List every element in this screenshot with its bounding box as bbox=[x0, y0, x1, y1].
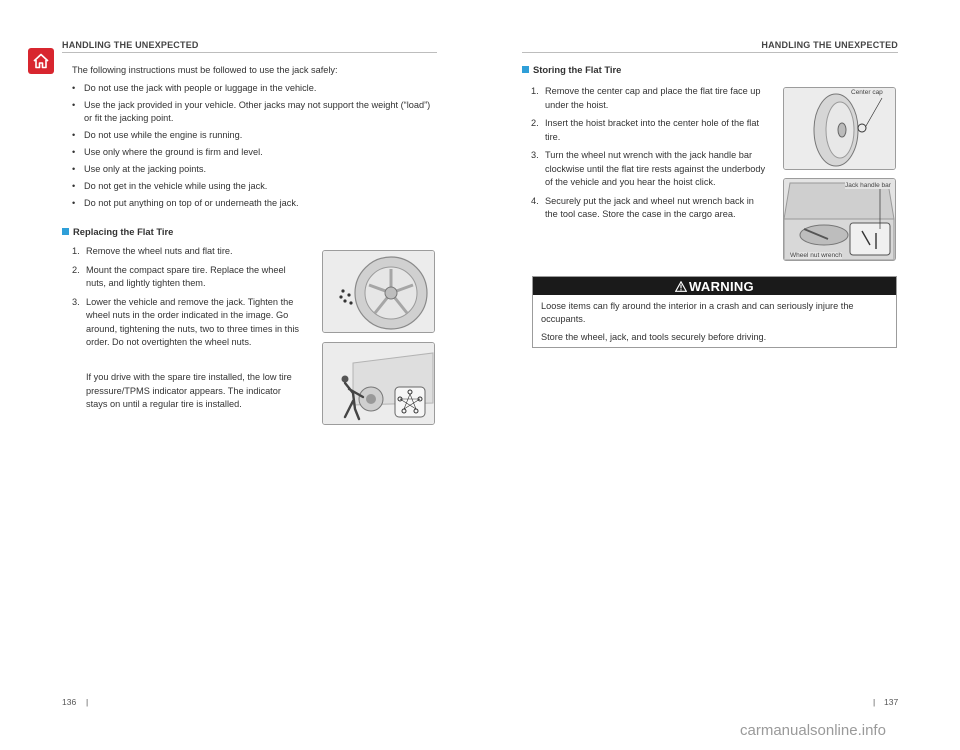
list-item: 3. Lower the vehicle and remove the jack. Tighten the wheel nuts in the order indicated in the image. Go around, tightening the nuts, two to three times in this order. Do not overtighten the wheel nuts. bbox=[72, 296, 299, 347]
warning-text: Store the wheel, jack, and tools securely before driving. bbox=[541, 332, 767, 342]
left-header-rule bbox=[62, 52, 437, 53]
flat-tire-image bbox=[783, 87, 896, 170]
center-cap-callout: Center cap bbox=[851, 89, 883, 96]
right-page-number: 137 bbox=[884, 697, 899, 707]
home-button[interactable] bbox=[28, 48, 54, 74]
list-item: 3. Turn the wheel nut wrench with the jack handle bar clockwise until the flat tire rests against the underbody of the vehicle and you hear the hoist click. bbox=[531, 150, 766, 187]
warning-text: Loose items can fly around the interior in a crash and can seriously injure the occupants. bbox=[541, 301, 854, 324]
replacing-steps bbox=[72, 245, 304, 355]
list-item: • Use only at the jacking points. bbox=[72, 164, 207, 174]
jack-safety-bullet-list bbox=[72, 82, 432, 214]
section-title-storing: Storing the Flat Tire bbox=[522, 64, 621, 75]
jack-safety-intro: The following instructions must be followed to use the jack safely: bbox=[72, 65, 338, 75]
list-item: • Do not get in the vehicle while using the jack. bbox=[72, 181, 268, 191]
jack-handle-bar-callout: Jack handle bar bbox=[845, 182, 891, 189]
storing-steps bbox=[531, 85, 769, 227]
warning-triangle-icon bbox=[675, 281, 687, 292]
warning-title: WARNING bbox=[689, 278, 754, 294]
list-item: • Do not use the jack with people or luggage in the vehicle. bbox=[72, 83, 317, 93]
right-header-rule bbox=[522, 52, 898, 53]
list-item: • Use the jack provided in your vehicle. Other jacks may not support the weight (“load”) or fit the jacking point. bbox=[72, 100, 431, 123]
wheel-nut-wrench-callout: Wheel nut wrench bbox=[790, 252, 843, 259]
list-item: • Use only where the ground is firm and level. bbox=[72, 147, 263, 157]
warning-box bbox=[532, 276, 897, 348]
list-item: • Do not use while the engine is running. bbox=[72, 130, 243, 140]
list-item: 1. Remove the center cap and place the flat tire face up under the hoist. bbox=[531, 86, 761, 110]
cargo-area-image bbox=[783, 178, 896, 261]
tpms-note: If you drive with the spare tire installed, the low tire pressure/TPMS indicator appears. The indicator stays on until a regular tire is installed. bbox=[86, 372, 292, 409]
watermark: carmanualsonline.info bbox=[740, 722, 886, 739]
section-marker-icon bbox=[62, 228, 69, 235]
spare-tire-image bbox=[322, 250, 435, 333]
left-page-number: 136 bbox=[62, 697, 77, 707]
section-marker-icon bbox=[522, 66, 529, 73]
list-item: 1. Remove the wheel nuts and flat tire. bbox=[72, 246, 233, 256]
right-page-separator: | bbox=[873, 697, 876, 707]
list-item: 2. Mount the compact spare tire. Replace the wheel nuts, and lightly tighten them. bbox=[72, 264, 286, 288]
section-title-replacing: Replacing the Flat Tire bbox=[62, 226, 173, 237]
list-item: • Do not put anything on top of or underneath the jack. bbox=[72, 198, 299, 208]
warning-header bbox=[533, 277, 896, 295]
left-page-separator: | bbox=[86, 697, 89, 707]
home-icon bbox=[32, 52, 50, 70]
list-item: 4. Securely put the jack and wheel nut wrench back in the tool case. Store the case in the cargo area. bbox=[531, 195, 754, 219]
right-header-title: HANDLING THE UNEXPECTED bbox=[761, 40, 898, 50]
list-item: 2. Insert the hoist bracket into the center hole of the flat tire. bbox=[531, 118, 759, 142]
tighten-nuts-image bbox=[322, 342, 435, 425]
left-header-title: HANDLING THE UNEXPECTED bbox=[62, 40, 199, 50]
